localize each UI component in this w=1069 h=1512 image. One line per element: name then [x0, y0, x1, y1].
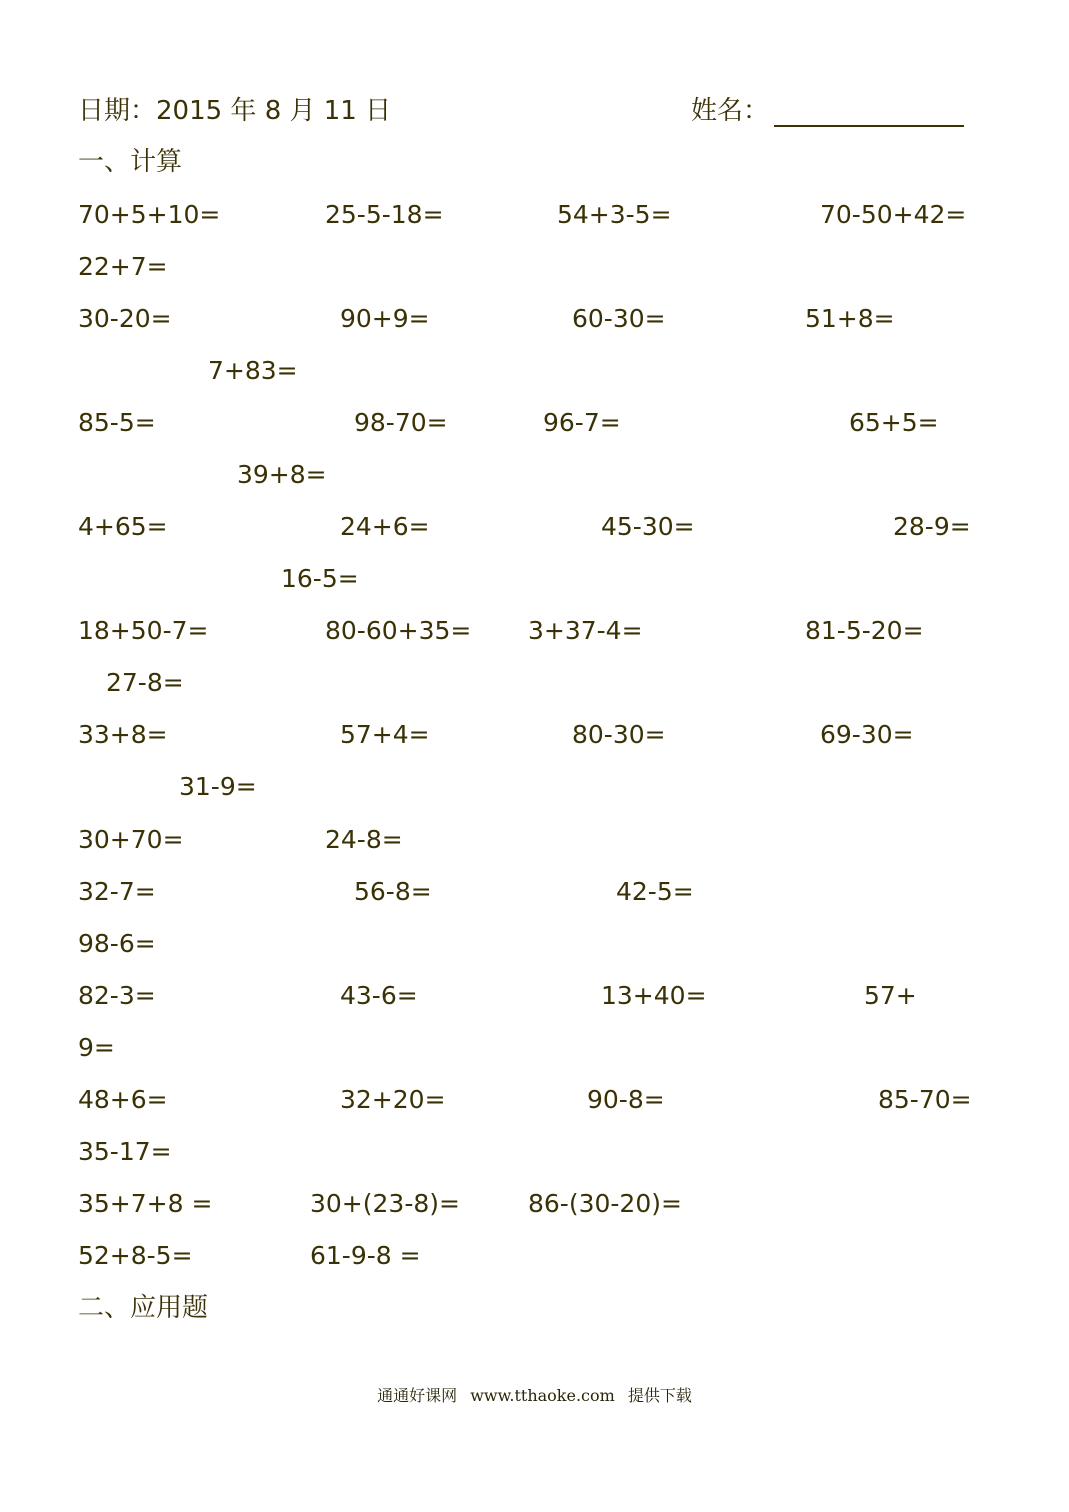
- problem: 25-5-18=: [325, 200, 444, 229]
- problem: 96-7=: [543, 408, 621, 437]
- footer-url[interactable]: www.tthaoke.com: [470, 1386, 615, 1405]
- problem: 35-17=: [78, 1137, 172, 1166]
- problem: 9=: [78, 1033, 115, 1062]
- problem: 33+8=: [78, 720, 168, 749]
- problem: 69-30=: [820, 720, 914, 749]
- problem: 98-6=: [78, 929, 156, 958]
- problem: 52+8-5=: [78, 1241, 193, 1270]
- problem: 42-5=: [616, 877, 694, 906]
- problem: 30+70=: [78, 825, 184, 854]
- problem: 4+65=: [78, 512, 168, 541]
- problem: 90+9=: [340, 304, 430, 333]
- problem: 7+83=: [208, 356, 298, 385]
- problem: 30-20=: [78, 304, 172, 333]
- problem: 81-5-20=: [805, 616, 924, 645]
- problem: 3+37-4=: [528, 616, 643, 645]
- problem: 18+50-7=: [78, 616, 209, 645]
- section-calc-title: 一、计算: [78, 147, 183, 177]
- problem: 13+40=: [601, 981, 707, 1010]
- problem: 86-(30-20)=: [528, 1189, 682, 1218]
- problem: 54+3-5=: [557, 200, 672, 229]
- problem: 39+8=: [237, 460, 327, 489]
- problem: 48+6=: [78, 1085, 168, 1114]
- problem: 24-8=: [325, 825, 403, 854]
- problem: 32-7=: [78, 877, 156, 906]
- name-label: 姓名：: [691, 96, 770, 126]
- problem: 90-8=: [587, 1085, 665, 1114]
- problem: 61-9-8 =: [310, 1241, 421, 1270]
- problem: 60-30=: [572, 304, 666, 333]
- problem: 70-50+42=: [820, 200, 967, 229]
- problem: 85-5=: [78, 408, 156, 437]
- problem: 57+: [864, 981, 917, 1010]
- footer: [0, 1384, 1069, 1408]
- footer-site-name: 通通好课网: [377, 1386, 458, 1405]
- problem: 43-6=: [340, 981, 418, 1010]
- problem: 16-5=: [281, 564, 359, 593]
- problem: 51+8=: [805, 304, 895, 333]
- name-blank-line: [774, 125, 964, 127]
- problem: 85-70=: [878, 1085, 972, 1114]
- problem: 80-60+35=: [325, 616, 472, 645]
- problem: 30+(23-8)=: [310, 1189, 460, 1218]
- footer-suffix: 提供下载: [627, 1386, 692, 1405]
- problem: 65+5=: [849, 408, 939, 437]
- date-label: 日期：2015 年 8 月 11 日: [78, 96, 392, 126]
- problem: 82-3=: [78, 981, 156, 1010]
- problem: 56-8=: [354, 877, 432, 906]
- problem: 28-9=: [893, 512, 971, 541]
- problem: 35+7+8 =: [78, 1189, 213, 1218]
- problem: 24+6=: [340, 512, 430, 541]
- problem: 70+5+10=: [78, 200, 221, 229]
- problem: 98-70=: [354, 408, 448, 437]
- problem: 31-9=: [179, 772, 257, 801]
- problem: 27-8=: [106, 668, 184, 697]
- section-applied-title: 二、应用题: [78, 1293, 209, 1323]
- problem: 22+7=: [78, 252, 168, 281]
- problem: 80-30=: [572, 720, 666, 749]
- problem: 45-30=: [601, 512, 695, 541]
- problem: 57+4=: [340, 720, 430, 749]
- problem: 32+20=: [340, 1085, 446, 1114]
